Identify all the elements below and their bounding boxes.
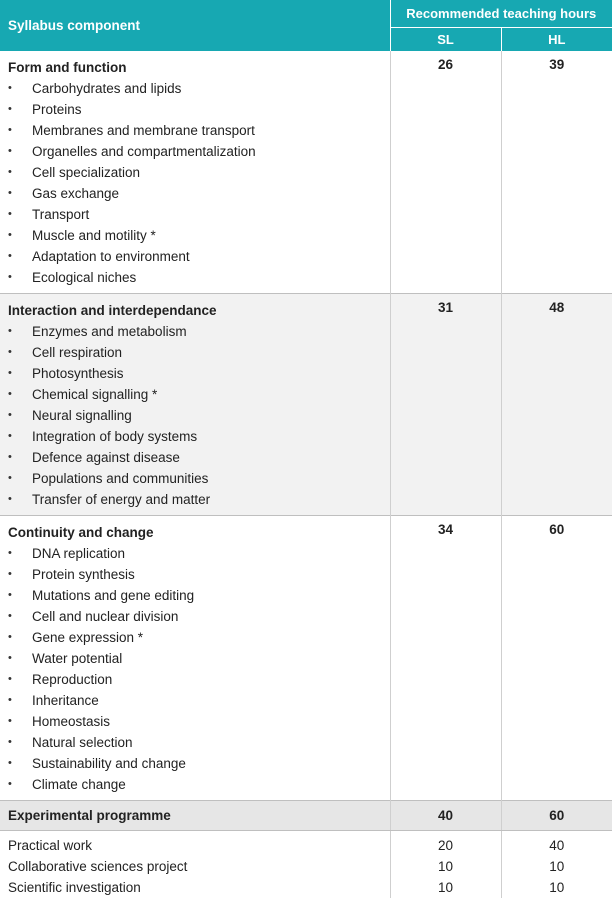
header-syllabus-component: Syllabus component: [0, 0, 390, 51]
group-continuity-and-change: [0, 516, 612, 801]
list-item: • Water potential: [8, 648, 390, 669]
list-item: • Homeostasis: [8, 711, 390, 732]
table-row: [0, 801, 612, 831]
hl-hours: 10: [501, 856, 612, 877]
list-item: • Gene expression *: [8, 627, 390, 648]
list-item: • Inheritance: [8, 690, 390, 711]
group-form-and-function: [0, 51, 612, 294]
list-item: • Cell respiration: [8, 342, 390, 363]
group-cell: [0, 516, 390, 801]
topic-list: [8, 321, 390, 510]
list-item: • Cell and nuclear division: [8, 606, 390, 627]
list-item: • Integration of body systems: [8, 426, 390, 447]
header-sl: SL: [390, 28, 501, 52]
hl-hours: 60: [501, 801, 612, 831]
sl-hours: 34: [390, 516, 501, 801]
header-hl: HL: [501, 28, 612, 52]
group-title: Form and function: [8, 57, 390, 78]
row-label: Practical work: [0, 831, 390, 857]
table-row: [0, 831, 612, 857]
topic-list: [8, 543, 390, 795]
group-title: Interaction and interdependance: [8, 300, 390, 321]
list-item: • Enzymes and metabolism: [8, 321, 390, 342]
hl-hours: 48: [501, 294, 612, 516]
table-row: [0, 516, 612, 801]
hl-hours: 39: [501, 51, 612, 294]
hl-hours: 10: [501, 877, 612, 898]
sl-hours: 31: [390, 294, 501, 516]
group-cell: [0, 51, 390, 294]
list-item: • Adaptation to environment: [8, 246, 390, 267]
list-item: • Transport: [8, 204, 390, 225]
list-item: • Proteins: [8, 99, 390, 120]
sl-hours: 10: [390, 856, 501, 877]
list-item: • Cell specialization: [8, 162, 390, 183]
table-row: [0, 294, 612, 516]
hl-hours: 40: [501, 831, 612, 857]
list-item: • Natural selection: [8, 732, 390, 753]
sl-hours: 20: [390, 831, 501, 857]
sl-hours: 10: [390, 877, 501, 898]
topic-list: [8, 78, 390, 288]
row-label: Scientific investigation: [0, 877, 390, 898]
list-item: • Transfer of energy and matter: [8, 489, 390, 510]
table-row: [0, 877, 612, 898]
list-item: • DNA replication: [8, 543, 390, 564]
sl-hours: 40: [390, 801, 501, 831]
group-title: Continuity and change: [8, 522, 390, 543]
list-item: • Mutations and gene editing: [8, 585, 390, 606]
list-item: • Chemical signalling *: [8, 384, 390, 405]
list-item: • Photosynthesis: [8, 363, 390, 384]
list-item: • Gas exchange: [8, 183, 390, 204]
list-item: • Reproduction: [8, 669, 390, 690]
header-recommended-hours: Recommended teaching hours: [390, 0, 612, 28]
group-cell: [0, 294, 390, 516]
list-item: • Neural signalling: [8, 405, 390, 426]
table-header: [0, 0, 612, 51]
list-item: • Climate change: [8, 774, 390, 795]
list-item: • Protein synthesis: [8, 564, 390, 585]
sl-hours: 26: [390, 51, 501, 294]
list-item: • Defence against disease: [8, 447, 390, 468]
list-item: • Muscle and motility *: [8, 225, 390, 246]
group-experimental-programme: [0, 801, 612, 898]
group-title: Experimental programme: [0, 801, 390, 831]
list-item: • Sustainability and change: [8, 753, 390, 774]
list-item: • Populations and communities: [8, 468, 390, 489]
list-item: • Membranes and membrane transport: [8, 120, 390, 141]
list-item: • Organelles and compartmentalization: [8, 141, 390, 162]
list-item: • Ecological niches: [8, 267, 390, 288]
table-row: [0, 856, 612, 877]
group-interaction-and-interdependance: [0, 294, 612, 516]
row-label: Collaborative sciences project: [0, 856, 390, 877]
table-row: [0, 51, 612, 294]
hl-hours: 60: [501, 516, 612, 801]
list-item: • Carbohydrates and lipids: [8, 78, 390, 99]
